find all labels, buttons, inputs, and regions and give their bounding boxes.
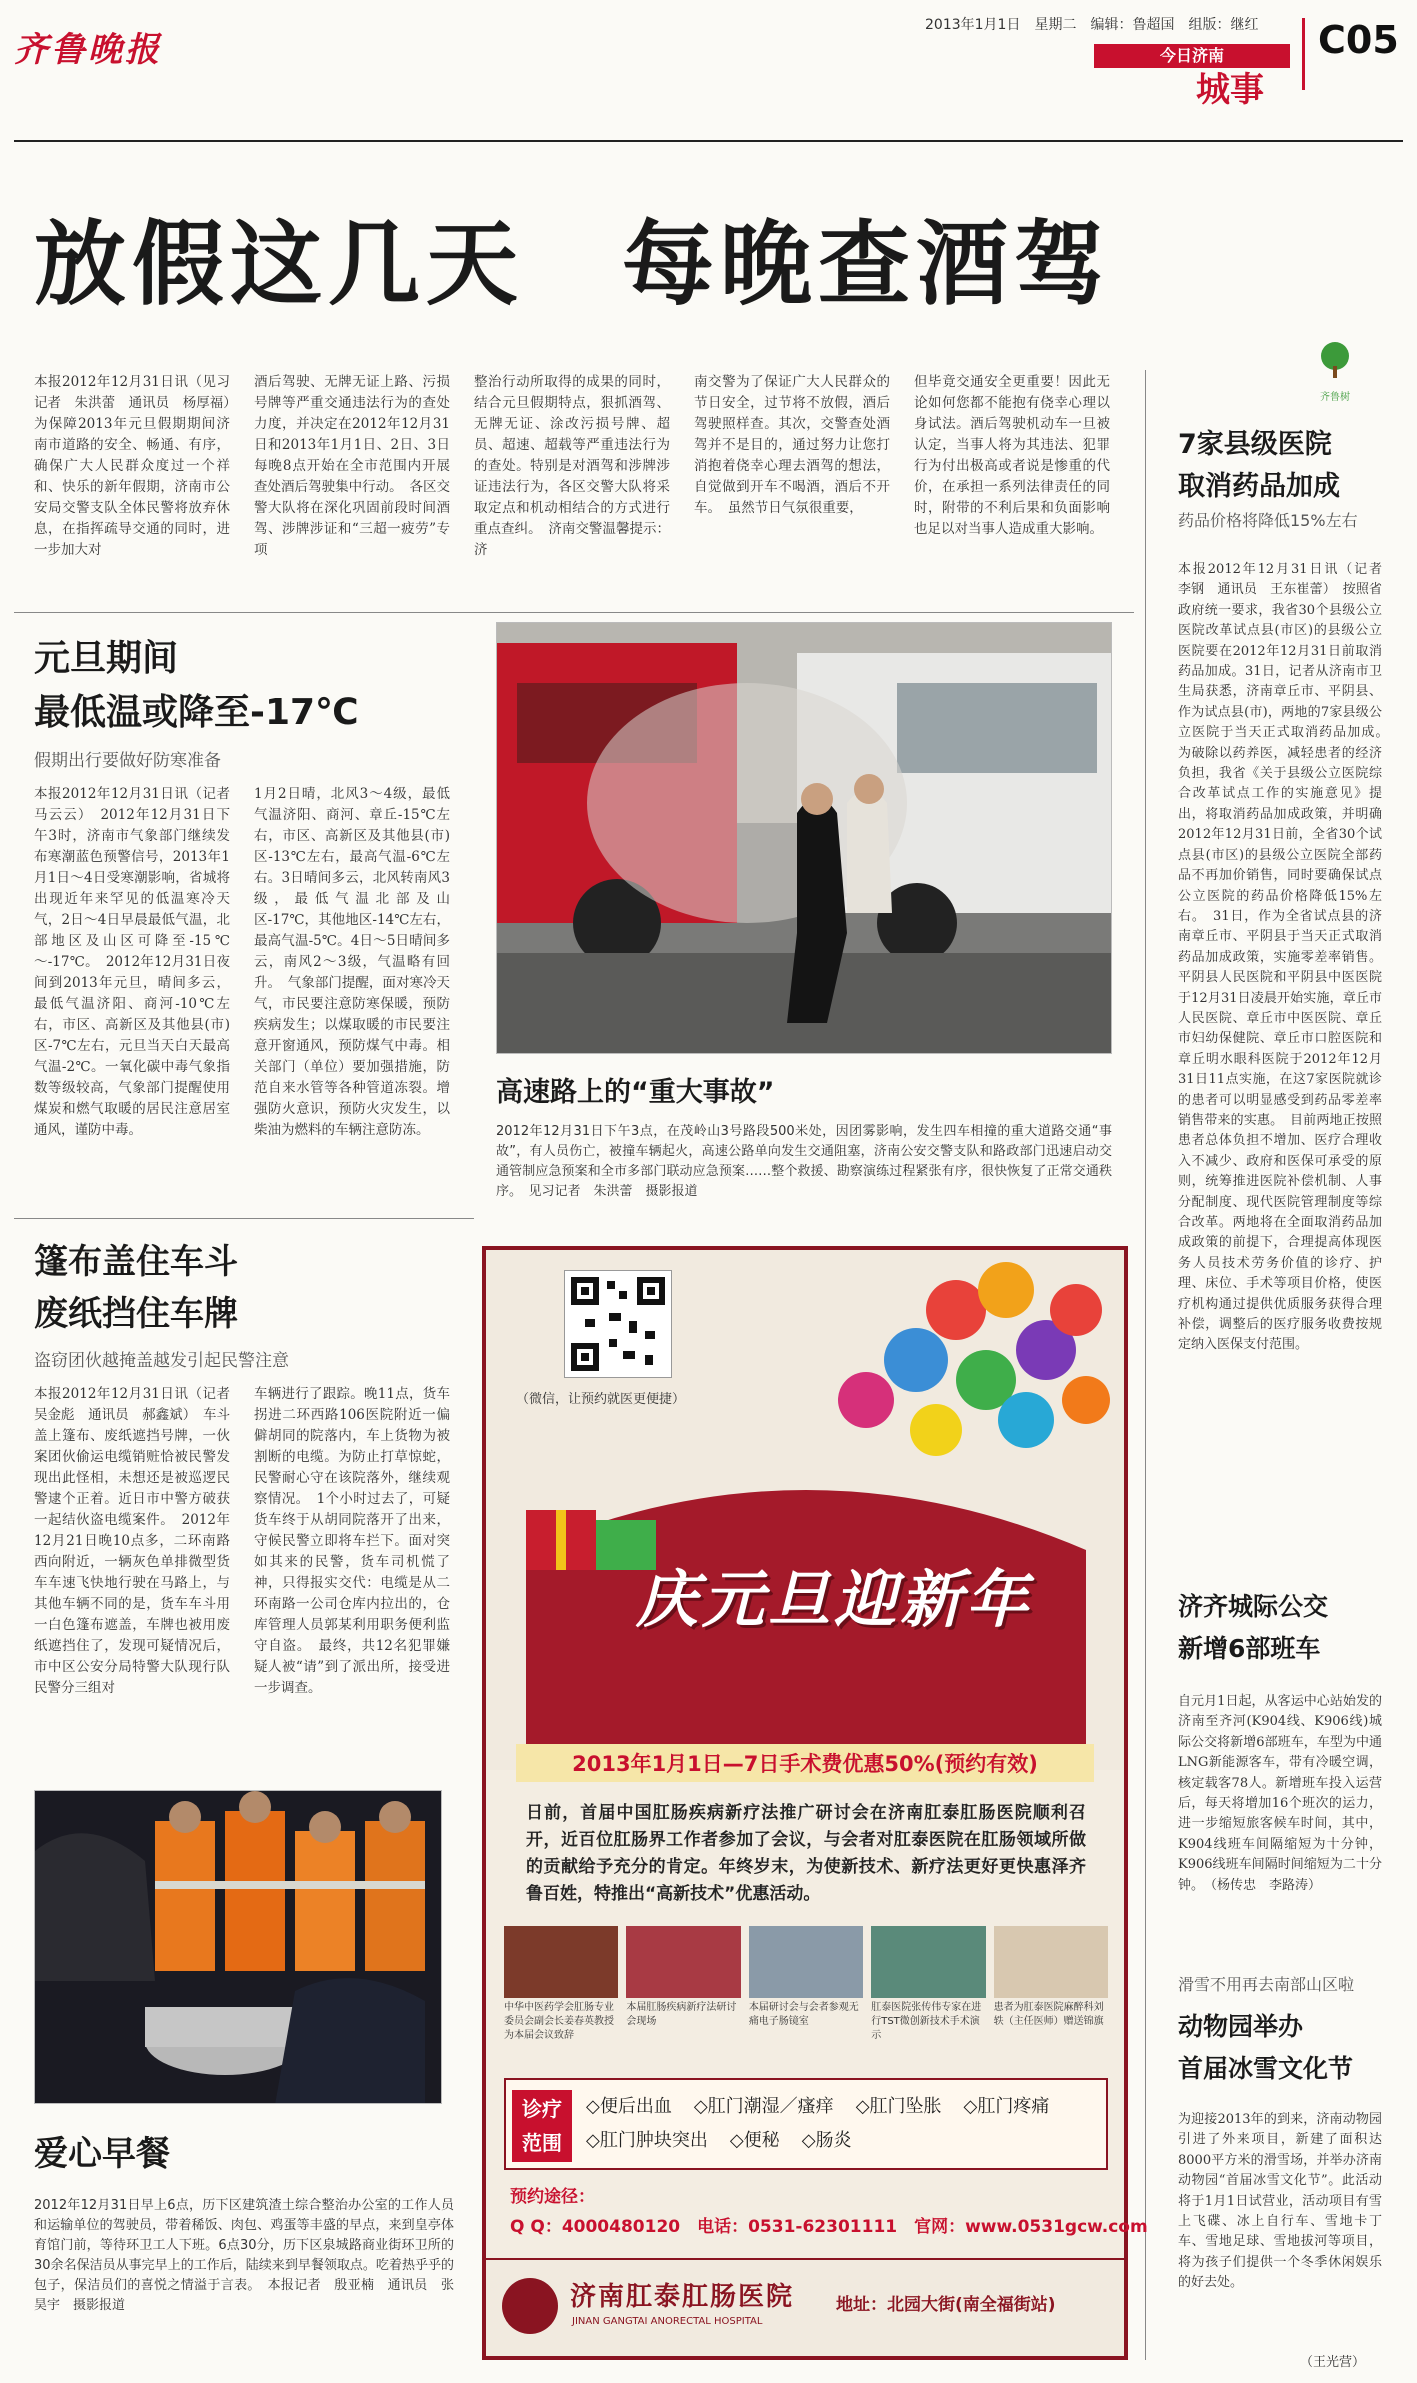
hospital-headline: 7家县级医院 取消药品加成 xyxy=(1178,429,1340,502)
ad-photo-caption: 本届研讨会与会者参观无痛电子肠镜室 xyxy=(748,2002,859,2027)
accident-scene-image xyxy=(497,623,1112,1054)
ad-photo-strip xyxy=(504,1926,1108,2060)
hospital-emblem-icon xyxy=(502,2278,558,2334)
ad-offer: 2013年1月1日—7日手术费优惠50%(预约有效) xyxy=(516,1744,1094,1782)
bus-body: 自元月1日起，从客运中心站始发的济南至齐河(K904线、K906线)城际公交将新增6部班车，车型为中通LNG新能源客车，带有冷暖空调，核定载客78人。新增班车投入运营后，每天将增加16个班次的运力，进一步缩短旅客候车时间，其中，K904线班车间隔缩短为十分钟，K906线班车间隔时间缩短为二十分钟。 （杨传忠 李路涛） xyxy=(1178,1694,1382,1893)
ad-photo-caption: 患者为肛泰医院麻醉科刘轶（主任医师）赠送锦旗 xyxy=(993,2002,1104,2027)
scope-label: 诊疗范围 xyxy=(512,2090,572,2162)
tree-logo-text: 齐鲁树 xyxy=(1320,392,1350,403)
zoo-headline: 动物园举办 首届冰雪文化节 xyxy=(1178,2012,1354,2083)
scope-item: ◇肛门肿块突出 xyxy=(586,2130,708,2151)
scope-item: ◇便后出血 xyxy=(586,2096,672,2117)
lead-col-4: 南交警为了保证广大人民群众的节日安全，过节将不放假，酒后驾驶照样查。其次，交警查处酒驾并不是目的，通过努力让您打消抱着侥幸心理去酒驾的想法，自觉做到开车不喝酒，酒后不开车。 虽然节日气氛很重要， xyxy=(694,374,890,516)
tree-icon xyxy=(1315,340,1355,384)
hospital-body: 本报2012年12月31日讯（记者 李钢 通讯员 王东崔蕾） 按照省政府统一要求，我省30个县级公立医院改革试点县(市区)的县级公立医院要在2012年12月31日前取消药品加成。31日，记者从济南市卫生局获悉，济南章丘市、平阴县、作为试点县(市)，两地的7家县级公立医院于当天正式取消药品加成。 为破除以药养医，减轻患者的经济负担，我省《关于县级公立医院综合改革试点工作的实施意见》提出，将取消药品加成政策，并明确2012年12月31日前，全省30个试点县(市区)的县级公立医院全部药品不再加价销售，同时要确保试点公立医院的药品价格降低15%左右。 31日，作为全省试点县的济南章丘市、平阴县于当天正式取消药品加成政策，实施零差率销售。平阴县人民医院和平阴县中医医院于12月31日凌晨开始实施，章丘市人民医院、章丘市中医医院、章丘市妇幼保健院、章丘市口腔医院和章丘明水眼科医院于2012年12月31日11点实施，在这7家医院就诊的患者可以明显感受到药品零差率销售带来的实惠。 目前两地正按照患者总体负担不增加、医疗合理收入不减少、政府和医保可承受的原则，统筹推进医院补偿机制、人事分配制度、现代医院管理制度等综合改革。两地将在全面取消药品加成政策的前提下，合理提高体现医务人员技术劳务价值的诊疗、护理、床位、手术等项目价格，使医疗机构通过提供优质服务获得合理补偿，调整后的医疗服务收费按规定纳入医保支付范围。 xyxy=(1178,562,1396,1353)
sidebar-rule xyxy=(1145,370,1146,2360)
weather-col-2: 1月2日晴，北风3～4级，最低气温济阳、商河、章丘-15℃左右，市区、高新区及其他县(市)区-13℃左右，最高气温-6℃左右。3日晴间多云，北风转南风3级，最低气温北部及山区-17℃，其他地区-14℃左右，最高气温-5℃。4日～5日晴间多云，南风2～3级，气温略有回升。 气象部门提醒，面对寒冷天气，市民要注意防寒保暖，预防疾病发生；以煤取暖的市民要注意开窗通风，预防煤气中毒。相关部门（单位）要加强措施，防范自来水管等各种管道冻裂。增强防火意识，预防火灾发生，以柴油为燃料的车辆注意防冻。 xyxy=(254,786,450,1138)
accident-headline: 高速路上的“重大事故” xyxy=(496,1077,775,1108)
breakfast-scene-image xyxy=(35,1791,442,2104)
ad-photo-card xyxy=(994,1926,1108,2060)
ad-photo-caption: 肛泰医院张传伟专家在进行TST微创新技术手术演示 xyxy=(871,2002,982,2041)
paper-name: 齐鲁晚报 xyxy=(14,30,162,70)
hospital-name-en: JINAN GANGTAI ANORECTAL HOSPITAL xyxy=(572,2316,763,2327)
lead-bottom-rule xyxy=(14,612,1134,613)
theft-headline: 篷布盖住车斗 废纸挡住车牌 xyxy=(34,1242,238,1334)
contact-label: 预约途径： xyxy=(510,2187,595,2207)
hospital-name: 济南肛泰肛肠医院 xyxy=(570,2282,795,2312)
lead-col-5: 但毕竟交通安全更重要！因此无论如何您都不能抱有侥幸心理以身试法。酒后驾驶机动车一旦被认定，当事人将为其违法、犯罪行为付出极高或者说是惨重的代价，在承担一系列法律责任的同时，附带的不利后果和负面影响也足以对当事人造成重大影响。 xyxy=(914,374,1110,537)
page-number: C05 xyxy=(1318,18,1399,62)
theft-col-2: 车辆进行了跟踪。晚11点，货车拐进二环西路106医院附近一偏僻胡同的院落内，车上货物为被割断的电缆。为防止打草惊蛇，民警耐心守在该院落外，继续观察情况。 1个小时过去了，可疑货车终于从胡同院落开了出来，守候民警立即将车拦下。面对突如其来的民警，货车司机慌了神，只得报实交代：电缆是从二环南路一公司仓库内拉出的，仓库管理人员郭某利用职务便利监守自盗。 最终，共12名犯罪嫌疑人被“请”到了派出所，接受进一步调查。 xyxy=(254,1386,450,1696)
contact-line[interactable]: Q Q：4000480120 电话：0531-62301111 官网：www.0531gcw.com xyxy=(510,2217,1148,2237)
section-name: 城事 xyxy=(1196,70,1264,110)
scope-items xyxy=(586,2090,1096,2158)
scope-box xyxy=(504,2078,1108,2170)
ad-photo xyxy=(871,1926,985,1998)
ad-photo-card xyxy=(626,1926,740,2060)
masthead xyxy=(0,0,1417,110)
masthead-rule xyxy=(14,140,1403,142)
qr-code-icon xyxy=(565,1271,671,1377)
weather-subhead: 假期出行要做好防寒准备 xyxy=(34,751,221,771)
ad-photo xyxy=(626,1926,740,1998)
qr-code[interactable] xyxy=(564,1270,672,1378)
theft-col-1: 本报2012年12月31日讯（记者 吴金彪 通讯员 郝鑫斌） 车斗盖上篷布、废纸遮挡号牌，一伙案团伙偷运电缆销赃恰被民警发现出此怪相，未想还是被巡逻民警逮个正着。近日市中警方破获一起结伙盗电缆案件。 2012年12月21日晚10点多，二环南路西向附近，一辆灰色单排微型货车车速飞快地行驶在马路上，与其他车辆不同的是，货车车斗用一白色篷布遮盖，车牌也被用废纸遮挡住了，发现可疑情况后，市中区公安分局特警大队现行队民警分三组对 xyxy=(34,1386,244,1696)
lead-headline: 放假这几天 每晚查酒驾 xyxy=(34,211,1113,318)
scope-item: ◇肛门潮湿／瘙痒 xyxy=(693,2096,834,2117)
ad-photo xyxy=(504,1926,618,1998)
qr-caption: （微信，让预约就医更便捷） xyxy=(516,1392,686,1407)
hospital-address: 地址：北园大街(南全福街站) xyxy=(836,2295,1056,2315)
ad-intro: 日前，首届中国肛肠疾病新疗法推广研讨会在济南肛泰肛肠医院顺利召开，近百位肛肠界工作者参加了会议，与会者对肛泰医院在肛肠领域所做的贡献给予充分的肯定。年终岁末，为使新技术、新疗法更好更快惠泽齐鲁百姓，特推出“高新技术”优惠活动。 xyxy=(526,1803,1086,1904)
section-tag: 今日济南 xyxy=(1094,44,1290,68)
breakfast-headline: 爱心早餐 xyxy=(34,2134,170,2174)
breakfast-caption: 2012年12月31日早上6点，历下区建筑渣土综合整治办公室的工作人员和运输单位的驾驶员，带着稀饭、肉包、鸡蛋等丰盛的早点，来到皇亭体育馆门前，等待环卫工人下班。6点30分，历下区泉城路商业街环卫所的30余名保洁员从事完早上的工作后，陆续来到早餐领取点。吃着热乎乎的包子，保洁员们的喜悦之情溢于言表。 本报记者 殷亚楠 通讯员 张昊宇 摄影报道 xyxy=(34,2198,454,2313)
scope-item: ◇便秘 xyxy=(729,2130,780,2151)
lead-col-2: 酒后驾驶、无牌无证上路、污损号牌等严重交通违法行为的查处力度，并决定在2012年12月31日和2013年1月1日、2日、3日每晚8点开始在全市范围内开展查处酒后驾驶集中行动。 各区交警大队将在深化巩固前段时间酒驾、涉牌涉证和“三超一疲劳”专项 xyxy=(254,374,450,558)
tree-logo xyxy=(1315,340,1355,403)
breakfast-photo xyxy=(34,1790,442,2104)
zoo-byline: （王光营） xyxy=(1300,2355,1366,2370)
theft-subhead: 盗窃团伙越掩盖越发引起民警注意 xyxy=(34,1351,289,1371)
bus-headline: 济齐城际公交 新增6部班车 xyxy=(1178,1592,1329,1663)
accident-photo xyxy=(496,622,1112,1054)
lead-col-3: 整治行动所取得的成果的同时，结合元旦假期特点，狠抓酒驾、无牌无证、涂改污损号牌、超员、超速、超载等严重违法行为的查处。特别是对酒驾和涉牌涉证违法行为，各区交警大队将采取定点和机动相结合的方式进行重点查纠。 济南交警温馨提示：济 xyxy=(474,374,670,558)
scope-item: ◇肛门疼痛 xyxy=(963,2096,1050,2117)
weather-col-1: 本报2012年12月31日讯（记者 马云云） 2012年12月31日下午3时，济南市气象部门继续发布寒潮蓝色预警信号，2013年1月1日～4日受寒潮影响，省城将出现近年来罕见的低温寒冷天气，2日～4日早晨最低气温，北部地区及山区可降至-15℃～-17℃。 2012年12月31日夜间到2013年元旦，晴间多云，最低气温济阳、商河-10℃左右，市区、高新区及其他县(市)区-7℃左右，元旦当天白天最高气温-2℃。一氧化碳中毒气象指数等级较高，气象部门提醒使用煤炭和燃气取暖的居民注意居室通风，谨防中毒。 xyxy=(34,786,244,1138)
scope-item: ◇肠炎 xyxy=(801,2130,852,2151)
ad-photo xyxy=(749,1926,863,1998)
zoo-body: 为迎接2013年的到来，济南动物园引进了外来项目，新建了面积达8000平方米的滑雪场，并举办济南动物园“首届冰雪文化节”。此活动将于1月1日试营业，活动项目有雪上飞碟、冰上自行车、雪地卡丁车、雪地足球、雪地拔河等项目，将为孩子们提供一个冬季休闲娱乐的好去处。 xyxy=(1178,2112,1382,2291)
accident-caption: 2012年12月31日下午3点，在茂岭山3号路段500米处，因团雾影响，发生四车相撞的重大道路交通“事故”，有人员伤亡，被撞车辆起火，高速公路单向发生交通阻塞，济南公安交警支队和路政部门迅速启动交通管制应急预案和全市多部门联动应急预案……整个救援、勘察演练过程紧张有序，很快恢复了正常交通秩序。 见习记者 朱洪蕾 摄影报道 xyxy=(496,1124,1112,1199)
weather-headline: 元旦期间 最低温或降至-17℃ xyxy=(34,638,359,733)
hospital-subhead: 药品价格将降低15%左右 xyxy=(1178,511,1358,530)
lead-col-1: 本报2012年12月31日讯（见习记者 朱洪蕾 通讯员 杨厚福） 为保障2013年元旦假期期间济南市道路的安全、畅通、有序，确保广大人民群众度过一个祥和、快乐的新年假期，济南市公安局交警支队全体民警将放弃休息，在指挥疏导交通的同时，进一步加大对 xyxy=(34,374,244,558)
ad-photo-caption: 本届肛肠疾病新疗法研讨会现场 xyxy=(626,2002,737,2027)
ad-footer xyxy=(486,2258,1124,2356)
ad-photo xyxy=(994,1926,1108,1998)
ad-photo-card xyxy=(871,1926,985,2060)
ad-photo-card xyxy=(749,1926,863,2060)
ad-photo-card xyxy=(504,1926,618,2060)
scope-item: ◇肛门坠胀 xyxy=(855,2096,942,2117)
ad-photo-caption: 中华中医药学会肛肠专业委员会副会长姜春英教授为本届会议致辞 xyxy=(504,2002,614,2041)
weather-bottom-rule xyxy=(14,1218,474,1219)
hospital-ad[interactable] xyxy=(482,1246,1148,2360)
ad-banner-title: 庆元旦迎新年 xyxy=(636,1563,1033,1636)
date-line: 2013年1月1日 星期二 编辑：鲁超国 组版：继红 xyxy=(925,17,1259,33)
section-divider xyxy=(1302,18,1305,90)
zoo-kicker: 滑雪不用再去南部山区啦 xyxy=(1178,1975,1355,1994)
